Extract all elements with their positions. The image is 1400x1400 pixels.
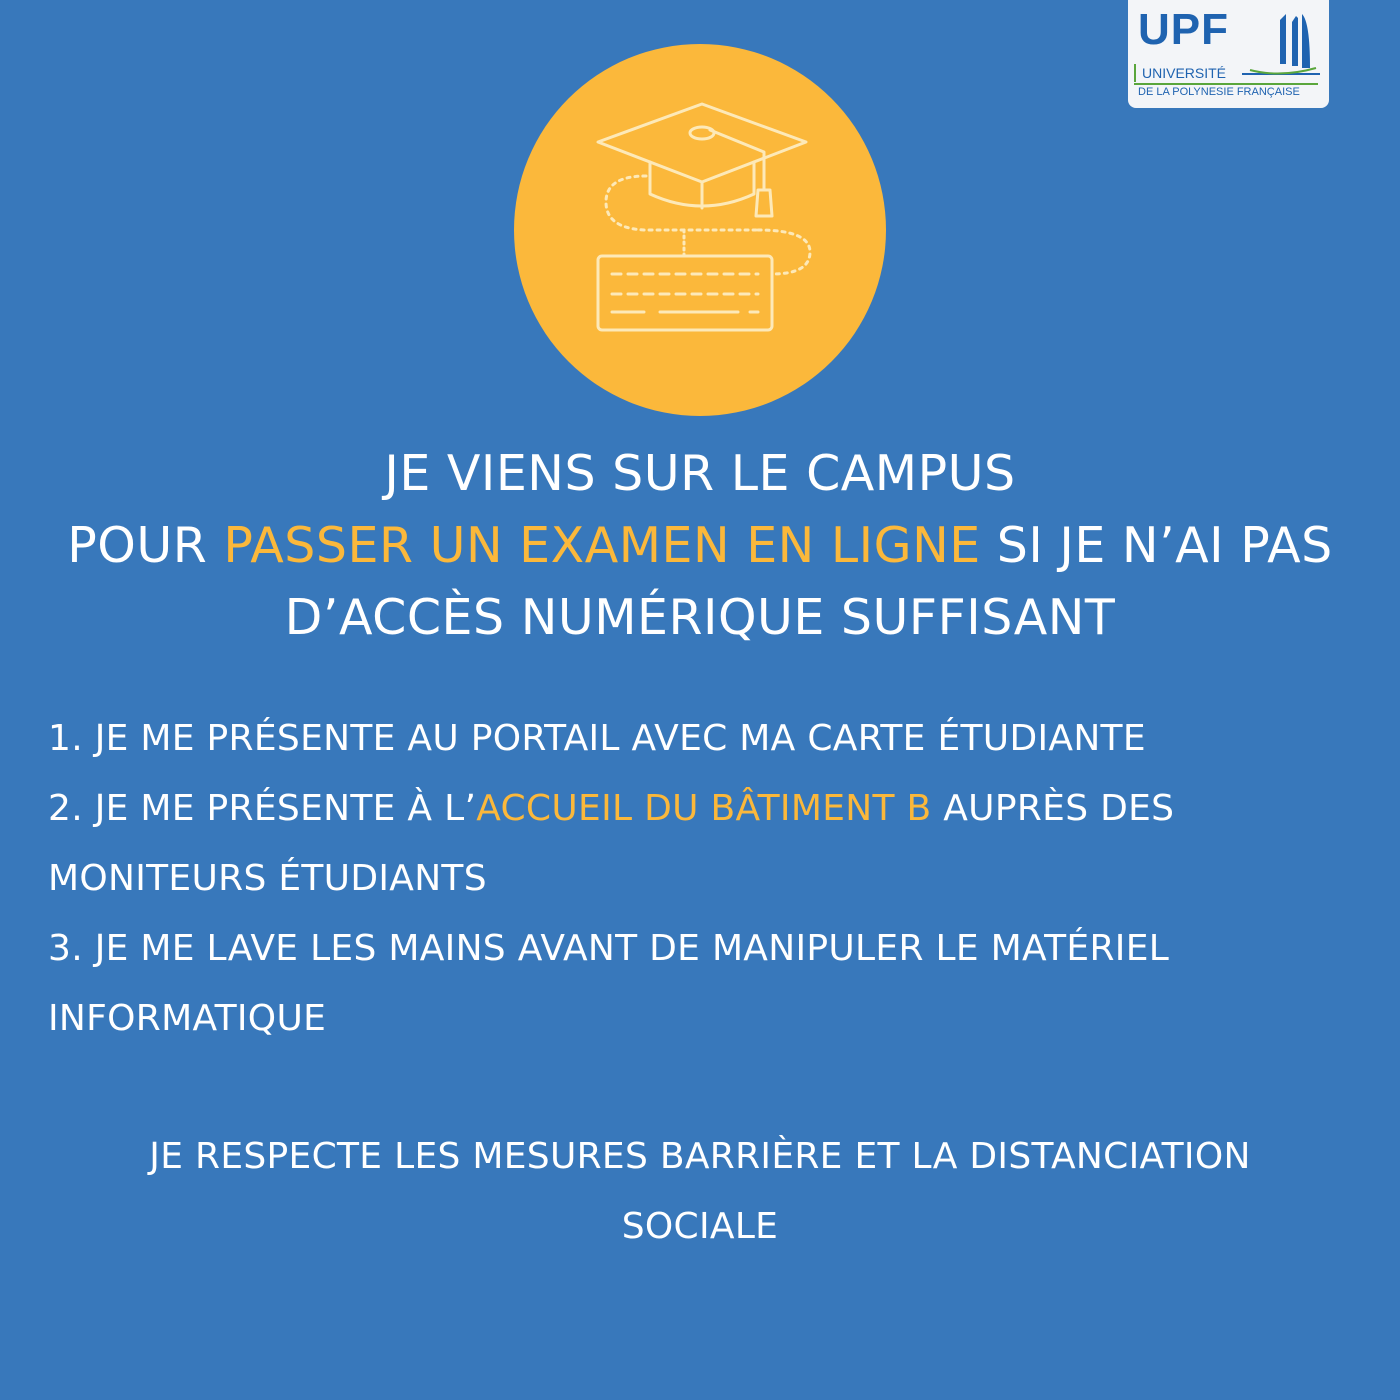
headline (0, 438, 1400, 654)
logo-acronym: UPF (1138, 5, 1229, 54)
headline-line-2-start: POUR (67, 517, 224, 574)
headline-line-3: D’ACCÈS NUMÉRIQUE SUFFISANT (284, 589, 1116, 646)
step-2-highlight: ACCUEIL DU BÂTIMENT B (476, 788, 932, 829)
step-1: 1. JE ME PRÉSENTE AU PORTAIL AVEC MA CARTE ÉTUDIANTE (48, 718, 1146, 759)
step-2-end: AUPRÈS DES MONITEURS ÉTUDIANTS (48, 788, 1175, 899)
step-3: 3. JE ME LAVE LES MAINS AVANT DE MANIPULER LE MATÉRIEL INFORMATIQUE (48, 928, 1170, 1039)
graduation-cap-keyboard-icon (514, 44, 886, 416)
upf-logo (1128, 0, 1329, 108)
steps-list (48, 704, 1368, 1054)
yellow-circle (514, 44, 886, 416)
step-2 (48, 774, 1368, 914)
step-2-start: 2. JE ME PRÉSENTE À L’ (48, 788, 477, 829)
canoe-sail-icon (1240, 12, 1324, 82)
headline-highlight: PASSER UN EXAMEN EN LIGNE (223, 517, 981, 574)
headline-line-1: JE VIENS SUR LE CAMPUS (384, 445, 1016, 502)
logo-university-label: UNIVERSITÉ (1134, 64, 1226, 82)
headline-line-2 (0, 510, 1400, 582)
headline-line-2-end: SI JE N’AI PAS (980, 517, 1333, 574)
logo-polynesie-label: DE LA POLYNESIE FRANÇAISE (1134, 83, 1318, 99)
footer-reminder: JE RESPECTE LES MESURES BARRIÈRE ET LA DISTANCIATION SOCIALE (149, 1136, 1251, 1247)
